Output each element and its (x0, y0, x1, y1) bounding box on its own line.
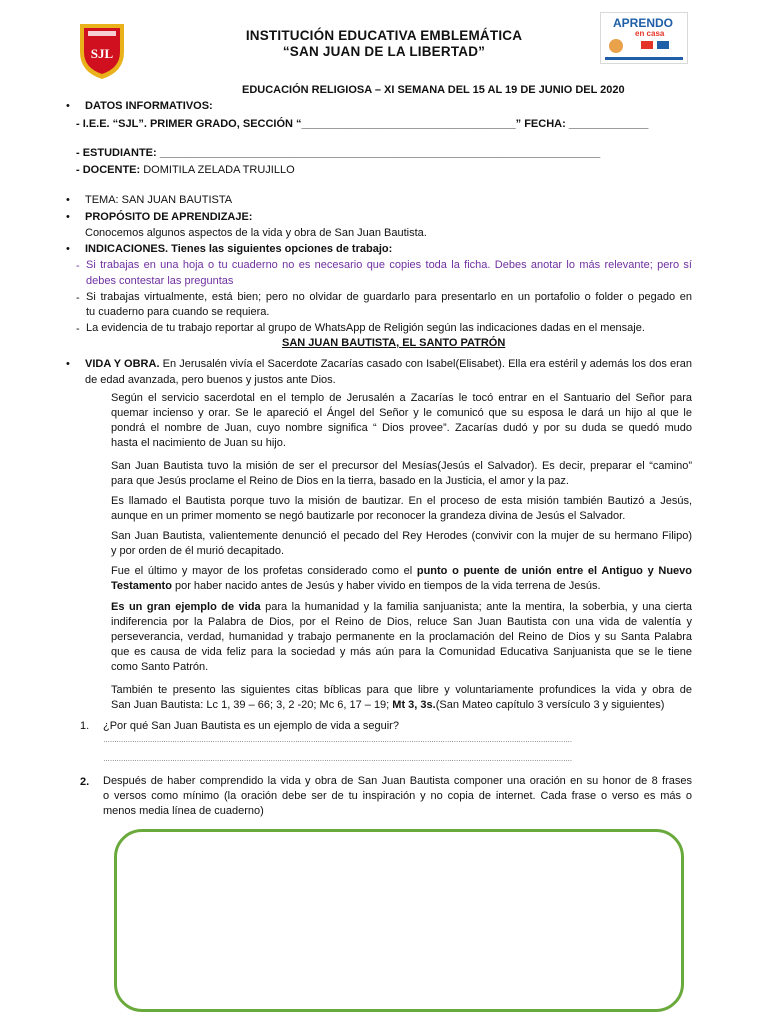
indicacion-3: La evidencia de tu trabajo reportar al grupo de WhatsApp de Religión según las indicaciones dadas en el mensaje. (86, 322, 645, 334)
institution-subname: “SAN JUAN DE LA LIBERTAD” (282, 44, 486, 59)
p5-bold: Testamento (111, 580, 172, 592)
tema: TEMA: SAN JUAN BAUTISTA (85, 194, 233, 206)
p6-line: que es causa de vida feliz para la sociedad y más aún para la Comunidad Educativa Sanjuanista que se le tiene (111, 646, 692, 658)
docente-label: - DOCENTE: (76, 164, 141, 176)
p3-line: Es llamado el Bautista porque tuvo la misión de bautizar. En el proceso de esta misión también Bautizó a Jesús, (111, 495, 692, 507)
question-1-text: ¿Por qué San Juan Bautista es un ejemplo de vida a seguir? (103, 720, 399, 732)
shield-text: SJL (90, 46, 114, 61)
docente-line (76, 163, 295, 177)
vida-intro-line1 (85, 357, 692, 372)
datos-heading: DATOS INFORMATIVOS: (85, 100, 213, 112)
p6-line: perseverancia, verdad, humanidad y trabajo permanente en la proclamación del Reino de Dios y su Santa Palabra (111, 631, 692, 643)
proposito-heading: PROPÓSITO DE APRENDIZAJE: (85, 211, 253, 223)
paragraph-1 (111, 391, 692, 451)
dash-icon: - (76, 260, 80, 272)
p2-line: San Juan Bautista tuvo la misión de ser el precursor del Mesías(Jesús el Salvador). Es decir, preparar el “camino” (111, 460, 692, 472)
indicacion-2-line2: tu cuaderno para cuando se requiera. (86, 306, 270, 318)
docente-name: DOMITILA ZELADA TRUJILLO (143, 164, 295, 176)
bullet-icon: • (66, 100, 70, 112)
p6-line (111, 600, 692, 615)
p2-line: para que Jesús proclame el Reino de Dios en la tierra, basado en la Justicia, el amor y la paz. (111, 475, 569, 487)
vida-label: VIDA Y OBRA. (85, 358, 160, 370)
p5-text: por haber nacido antes de Jesús y haber vivido en tiempos de la vida terrena de Jesús. (171, 580, 601, 592)
proposito-text: Conocemos algunos aspectos de la vida y obra de San Juan Bautista. (85, 227, 427, 239)
bullet-icon: • (66, 211, 70, 223)
p5-text: Fue el último y mayor de los profetas considerado como el (111, 565, 417, 577)
bullet-icon: • (66, 194, 70, 206)
p1-line: quemar incienso y orar. Se le apareció el Ángel del Señor y le comunicó que su esposa le dará un hijo al que le (111, 407, 692, 419)
question-2-text (103, 774, 692, 819)
indicacion-1-line1: Si trabajas en una hoja o tu cuaderno no es necesario que copies toda la ficha. Debes anotar lo más relevante; pero sí (86, 259, 692, 271)
vida-intro-line2: de edad avanzada, pero buenos y justos ante Dios. (85, 374, 336, 386)
bullet-icon: • (66, 243, 70, 255)
aprendo-en-casa-logo (600, 12, 688, 64)
p1-line: pondrá el nombre de Juan, cuyo nombre significa “ Dios provee”. Zacarías dudó y por su duda se quedó mudo (111, 422, 692, 434)
paragraph-3 (111, 494, 692, 524)
p6-bold: Es un gran ejemplo de vida (111, 601, 261, 613)
answer-line-2[interactable]: ………………………………………………………………………………………………………………………………………………………………………………………… (103, 756, 573, 763)
answer-line-1[interactable]: ………………………………………………………………………………………………………………………………………………………………………………………… (103, 737, 573, 744)
estudiante-line: - ESTUDIANTE: ________________________________________________________________________ (76, 147, 601, 159)
p3-line: aunque en un primer momento se negó bautizarle por reconocer la grandeza divina de Jesús el Salvador. (111, 510, 626, 522)
p6-line: indiferencia por la Palabra de Dios, por el Reino de Dios, reluce San Juan Bautista con una vida de valentía y (111, 616, 692, 628)
dash-icon: - (76, 292, 80, 304)
institution-name: INSTITUCIÓN EDUCATIVA EMBLEMÁTICA (245, 28, 523, 43)
p7-line: También te presento las siguientes citas bíblicas para que libre y voluntariamente profundices la vida y obra de (111, 684, 692, 696)
p6-line: como Santo Patrón. (111, 661, 209, 673)
paragraph-2 (111, 459, 692, 489)
page-subtitle: EDUCACIÓN RELIGIOSA – XI SEMANA DEL 15 AL 19 DE JUNIO DEL 2020 (242, 84, 625, 96)
p7-line (111, 698, 692, 713)
bullet-icon: • (66, 358, 70, 370)
section-title: SAN JUAN BAUTISTA, EL SANTO PATRÓN (282, 337, 506, 349)
indicaciones-heading: INDICACIONES. Tienes las siguientes opciones de trabajo: (85, 243, 393, 255)
q2-line: o versos como mínimo (la oración debe ser de tu inspiración y no copia de internet. Cada frase o verso es más o (103, 790, 692, 802)
answer-box[interactable] (114, 829, 684, 1012)
dash-icon: - (76, 323, 80, 335)
p5-bold: punto o puente de unión entre el Antiguo y Nuevo (416, 565, 692, 577)
p7-bold: Mt 3, 3s. (392, 699, 436, 711)
p7-text: (San Mateo capítulo 3 versículo 3 y siguientes) (435, 699, 665, 711)
indicacion-1-line2: debes contestar las preguntas (86, 275, 234, 287)
child-icon (609, 39, 623, 53)
p4-line: San Juan Bautista, valientemente denunció el pecado del Rey Herodes (convivir con la mujer de su hermano Filipo) (111, 530, 692, 542)
p1-line: hasta el nacimiento de Juan su hijo. (111, 437, 286, 449)
q2-line: Después de haber comprendido la vida y obra de San Juan Bautista componer una oración en su honor de 8 frases (103, 775, 692, 787)
aprendo-word: APRENDO (613, 16, 674, 30)
p5-line (111, 579, 692, 594)
iee-line: - I.E.E. “SJL”. PRIMER GRADO, SECCIÓN “___________________________________” FECHA: _____________ (76, 118, 649, 130)
logo-footer-bar (605, 57, 683, 60)
vida-intro-text: En Jerusalén vivía el Sacerdote Zacarías casado con Isabel(Elisabet). Ella era estéril y además los dos eran (159, 358, 692, 370)
p1-line: Según el servicio sacerdotal en el templo de Jerusalén a Zacarías le tocó entrar en el Santuario del Señor para (111, 392, 692, 404)
question-1-number: 1. (80, 720, 90, 732)
paragraph-6 (111, 600, 692, 675)
en-casa-word: en casa (635, 29, 665, 38)
tv-icon (641, 41, 653, 49)
p6-text: para la humanidad y la familia sanjuanista; ante la mentira, la soberbia, y una cierta (260, 601, 692, 613)
question-2-number: 2. (80, 776, 90, 788)
p4-line: y por orden de él murió decapitado. (111, 545, 285, 557)
indicacion-2-line1: Si trabajas virtualmente, está bien; pero no olvidar de guardarlo para presentarlo en un portafolio o folder o pegado en (86, 291, 692, 303)
p5-line (111, 564, 692, 579)
paragraph-7 (111, 683, 692, 713)
p7-text: San Juan Bautista: Lc 1, 39 – 66; 3, 2 -20; Mc 6, 17 – 19; (111, 699, 393, 711)
q2-line: menos media línea de cuaderno) (103, 805, 264, 817)
paragraph-5 (111, 564, 692, 594)
paragraph-4 (111, 529, 692, 559)
radio-icon (657, 41, 669, 49)
